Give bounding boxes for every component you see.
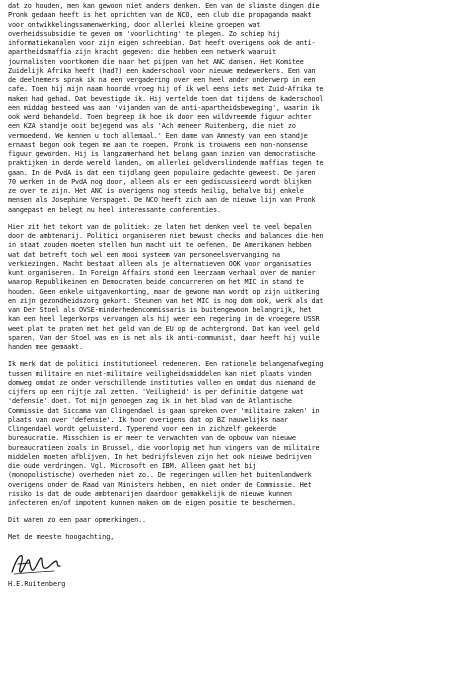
text-line: cafe. Toen hij mijn naam hoorde vroeg hij of ik wel eens iets met Zuid-Afrika te [8, 85, 324, 94]
text-line: voor ontwikkelingssamenwerking, door allerlei kleine groepen wat [8, 20, 261, 29]
text-line: weet plat te praten met het geld van de EU op de achtergrond. Dat kan veel geld [8, 324, 320, 333]
text-line: ook werd behandeld. Toen begreep ik hoe ik door een wildvreemde figuur achter [8, 113, 312, 121]
paragraph-remarks [8, 516, 442, 525]
text-line: Zuidelijk Afrika heeft (had?) een kaderschool voor nieuwe medewerkers. Een van [8, 66, 316, 75]
text-line: infecteren en/of impotent kunnen maken om de eigen positie te beschermen. [8, 499, 296, 507]
text-line: ernaast begon ook tegen me aan te roepen. Pronk is trouwens een non-nonsense [8, 140, 308, 149]
text-line: kunt organiseren. In Foreign Affairs stond een leerzaam verhaal over de manier [8, 269, 316, 277]
text-line: Ik merk dat de politici institutioneel redeneren. Een rationele belangenafweging [8, 360, 324, 369]
paragraph-institutional-reasoning [8, 360, 442, 508]
text-line: sparen. Van der Stoel was en is net als ik anti-communist, daar heeft hij vuile [8, 333, 320, 342]
text-line: Hier zit het tekort van de politiek: ze laten het denken veel te veel bepalen [8, 222, 312, 231]
text-line: wat dat betreft toch wel een mooi systeem van personeelsvervanging na [8, 250, 281, 259]
text-line: tussen militaire en niet-militaire veiligheidsmiddelen kan niet plaats vinden [8, 369, 312, 378]
text-line: informatiekanalen voor zijn eigen schreebian. Dat heeft overigens ook de anti- [8, 39, 316, 47]
text-line: Clingendael wordt geluisterd. Typerend voor een in zichzelf gekeerde [8, 425, 277, 433]
text-line: maken had gehad. Dat bevestigde ik. Hij vertelde toen dat tijdens de kaderschool [8, 94, 324, 103]
text-line: plaats van over 'defensie'. Ik hoor overigens dat op BZ nauwelijks naar [8, 415, 288, 424]
text-line: die oude verdringen. Vgl. Microsoft en IBM. Alleen gaat het bij [8, 462, 257, 470]
text-line: praktijken in derde wereld landen, om allerlei geldverslindende maffias tegen te [8, 159, 324, 168]
text-line: Pronk gedaan heeft is het oprichten van de NCO, een club die propaganda maakt [8, 11, 312, 20]
text-line: van Der Stoel als OVSE-minderhedencommissaris is buitengewoon belangrijk, het [8, 306, 312, 314]
text-line: ze over te zijn. Het ANC is overigens nog steeds heilig, behalve bij enkele [8, 187, 304, 195]
text-line: middelen moeten afblijven. In het bedrijfsleven zijn het ook nieuwe bedrijven [8, 452, 312, 461]
text-line: handen mee gemaakt. [8, 343, 83, 351]
text-line: domweg omdat ze onder verschillende instituties vallen en omdat dus niemand de [8, 378, 316, 387]
text-line: Dit waren zo een paar opmerkingen.. [8, 516, 146, 525]
text-line: apartheidsmaffia zijn kracht gegeven: die hebben een netwerk waaruit [8, 48, 277, 57]
paragraph-politics-deficit [8, 223, 442, 353]
text-line: een middag besteed was aan 'vijanden van de anti-apartheidsbeweging', waarin ik [8, 103, 320, 112]
text-line: en zijn gezondheidszorg gekort. Steunen van het MIC is nog dom ook, werk als dat [8, 296, 324, 305]
text-line: waarop Republikeinen en Democraten beide concurreren om het MIC in stand te [8, 278, 304, 287]
text-line: overheidssubsidie te geven om 'voorlichting' te plegen. Zo schiep hij [8, 29, 281, 38]
text-line: gaan. In de PvdA is dat een tijdlang geen populaire gedachte geweest. De jaren [8, 168, 316, 177]
text-line: dat zo houden, men kan gewoon niet anders denken. Een van de slimste dingen die [8, 2, 320, 10]
text-line: door de ambtenarij. Politici organiseren niet bewust checks and balances die hen [8, 232, 324, 240]
text-line: Commissie dat Siccama van Clingendael is gaan spreken over 'militaire zaken' in [8, 406, 320, 415]
signature-name: H.E.Ruitenberg [8, 579, 66, 588]
text-line: aangepast en belegt nu heel interessante conferenties. [8, 205, 221, 214]
text-line: mensen als Josephine Verspaget. De NCO heeft zich aan de nieuwe lijn van Pronk [8, 196, 316, 205]
text-line: in staat zouden moeten stellen hun macht uit te oefenen. De Amerikanen hebben [8, 241, 312, 250]
text-line: bureaucratieen zoals in Brussel, die voorlopig met hun vingers van de militaire [8, 443, 320, 452]
handwritten-signature [8, 552, 78, 578]
text-line: vermoedend. We kennen u toch allemaal.' Een dame van Amnesty van een standje [8, 131, 308, 140]
text-line: bureaucratie. Misschien is er meer te verwachten van de opbouw van nieuwe [8, 434, 296, 443]
text-line: 70 werken in de PvdA nog door, alleen als er een gediscussieerd wordt blijken [8, 177, 312, 186]
text-line: overigens onder de Raad van Ministers hebben, en niet onder de Commissie. Het [8, 480, 312, 489]
text-line: verkiezingen. Macht bestaat alleen als je alternatieven OOK voor organisaties [8, 259, 312, 268]
text-line: cijfers op een rijtje zal zetten. 'Veiligheid' is per definitie datgene wat [8, 388, 304, 396]
text-line: houden. Geen enkele uitgavenkorting, maar de gewone man wordt op zijn uitkering [8, 287, 320, 296]
paragraph-pronk-nco [8, 2, 442, 215]
text-line: figuur geworden. Hij is langzamerhand het belang gaan inzien van democratische [8, 150, 316, 158]
text-line: risiko is dat de oude ambtenarijen daardoor gemakkelijk de nieuwe kunnen [8, 489, 292, 498]
text-line: 'defensie' doet. Tot mijn genoegen zag ik in het blad van de Atlantische [8, 397, 292, 406]
text-line: de deelnemers sprak ik na een vergadering over een heel ander onderwerp in een [8, 76, 316, 84]
text-line: (monopolistische) overheden niet zo.. De regeringen willen het buitenlandwerk [8, 471, 312, 480]
text-line: een KZA standje ooit bejegend was als 'Ach meneer Ruitenberg, die niet zo [8, 122, 296, 131]
text-line: kan een heel legerkorps vervangen als hij weer een regering in de vroegere USSR [8, 315, 320, 324]
text-line: journalisten voortkomen die naar het pijpen van het ANC dansen. Het Komitee [8, 57, 304, 66]
closing-line: Met de meeste hoogachting, [8, 532, 115, 541]
